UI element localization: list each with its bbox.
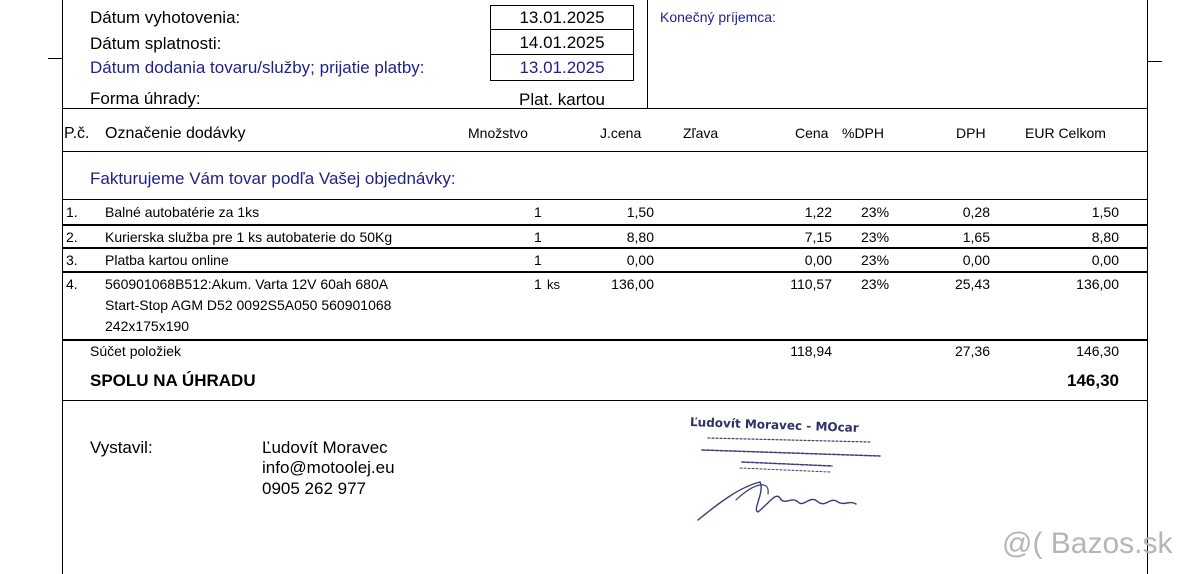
delivery-date-box	[490, 54, 634, 81]
company-stamp-title: Ľudovít Moravec - MOcar	[689, 415, 859, 435]
row-1-qty: 1	[534, 204, 542, 220]
row-1-unit-price: 1,50	[626, 204, 654, 220]
left-tick	[48, 58, 62, 59]
col-header-price: Cena	[795, 125, 829, 141]
row-3-price: 0,00	[804, 252, 832, 268]
issue-date-box	[490, 5, 634, 30]
row-4-price: 110,57	[790, 276, 832, 292]
sum-vat: 27,36	[954, 343, 990, 359]
col-header-vat-pct: %DPH	[842, 125, 885, 141]
row-2-qty: 1	[534, 229, 542, 245]
row-3-vat: 0,00	[962, 252, 990, 268]
col-header-num: P.č.	[64, 125, 90, 142]
issuer-email: info@motoolej.eu	[262, 458, 395, 477]
row-4-name-line3: 242x175x190	[105, 318, 190, 334]
row-4-total: 136,00	[1076, 276, 1119, 292]
row-2-price: 7,15	[804, 229, 832, 245]
col-header-vat: DPH	[956, 125, 986, 141]
delivery-date-label: Dátum dodania tovaru/služby; prijatie platby:	[90, 58, 425, 77]
sum-label: Súčet položiek	[90, 343, 182, 359]
row-3-num: 3.	[66, 252, 78, 268]
row-1-total: 1,50	[1091, 204, 1119, 220]
row-4-qty: 1	[534, 276, 542, 292]
invoice-intro: Fakturujeme Vám tovar podľa Vašej objednávky:	[90, 169, 456, 188]
row-2-num: 2.	[66, 229, 78, 245]
row-4-name: 560901068B512:Akum. Varta 12V 60ah 680A	[105, 276, 389, 292]
issuer-name: Ľudovít Moravec	[262, 438, 388, 457]
issue-date-label: Dátum vyhotovenia:	[90, 8, 241, 27]
row-4-vat-pct: 23%	[861, 276, 890, 292]
row-3-unit-price: 0,00	[626, 252, 654, 268]
header-bottom-line	[62, 151, 1147, 152]
row-line-1-top	[62, 199, 1147, 200]
total-due-value: 146,30	[1067, 371, 1119, 390]
row-4-unit: ks	[547, 277, 560, 292]
row-1-vat: 0,28	[962, 204, 990, 220]
row-line-2	[62, 247, 1147, 249]
company-stamp-signature	[680, 432, 900, 532]
row-1-num: 1.	[66, 204, 78, 220]
bazos-watermark: @( Bazos.sk	[1002, 527, 1173, 560]
row-1-price: 1,22	[804, 204, 832, 220]
col-header-unit-price: J.cena	[600, 125, 642, 141]
sum-total: 146,30	[1076, 343, 1119, 359]
recipient-divider	[647, 0, 648, 108]
row-line-3	[62, 271, 1147, 273]
delivery-date-value: 13.01.2025	[519, 58, 605, 77]
due-date-value: 14.01.2025	[519, 33, 605, 52]
row-1-name: Balné autobatérie za 1ks	[105, 204, 260, 220]
issuer-label: Vystavil:	[90, 438, 153, 457]
row-3-qty: 1	[534, 252, 542, 268]
row-line-4	[62, 339, 1147, 341]
due-date-label: Dátum splatnosti:	[90, 34, 222, 53]
payment-method-label: Forma úhrady:	[90, 89, 201, 108]
row-2-total: 8,80	[1091, 229, 1119, 245]
final-recipient-label: Konečný príjemca:	[660, 9, 776, 25]
header-top-line	[62, 108, 1147, 109]
row-2-vat-pct: 23%	[861, 229, 890, 245]
issue-date-value: 13.01.2025	[519, 8, 605, 27]
row-2-vat: 1,65	[962, 229, 990, 245]
row-2-unit-price: 8,80	[626, 229, 654, 245]
row-3-total: 0,00	[1091, 252, 1119, 268]
row-4-vat: 25,43	[954, 276, 990, 292]
col-header-total: EUR Celkom	[1025, 125, 1106, 141]
issuer-phone: 0905 262 977	[262, 479, 366, 498]
row-1-vat-pct: 23%	[861, 204, 890, 220]
row-2-name: Kurierska služba pre 1 ks autobaterie do 50Kg	[105, 229, 393, 245]
payment-method-value: Plat. kartou	[519, 90, 605, 109]
frame-left-border	[62, 0, 63, 574]
row-line-1	[62, 224, 1147, 226]
row-4-num: 4.	[66, 276, 78, 292]
footer-top-line	[62, 400, 1147, 401]
col-header-name: Označenie dodávky	[105, 125, 246, 142]
due-date-box	[490, 29, 634, 55]
sum-price: 118,94	[790, 343, 832, 359]
row-4-unit-price: 136,00	[611, 276, 654, 292]
row-3-vat-pct: 23%	[861, 252, 890, 268]
frame-right-border	[1147, 0, 1148, 574]
col-header-qty: Množstvo	[468, 125, 528, 141]
row-3-name: Platba kartou online	[105, 252, 229, 268]
right-tick	[1147, 61, 1162, 62]
col-header-discount: Zľava	[683, 125, 719, 141]
row-4-name-line2: Start-Stop AGM D52 0092S5A050 560901068	[105, 297, 392, 313]
total-due-label: SPOLU NA ÚHRADU	[90, 371, 256, 390]
